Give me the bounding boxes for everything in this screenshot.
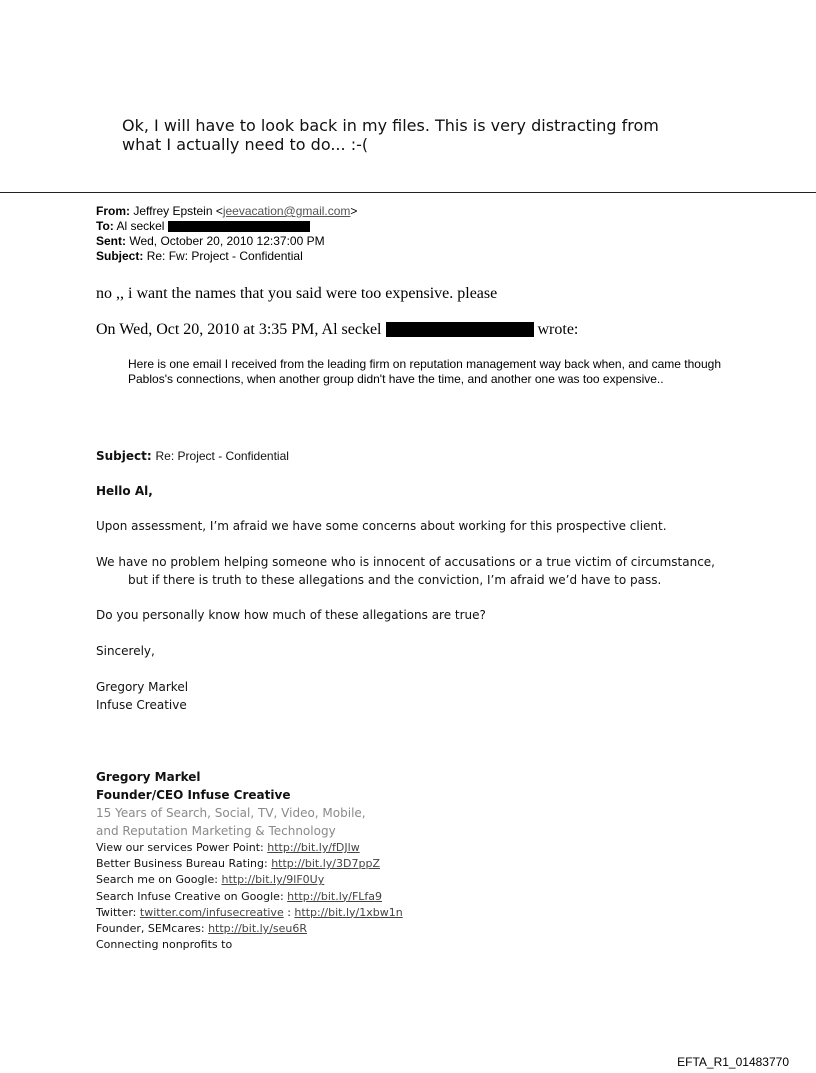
sig-name-text: Gregory Markel xyxy=(96,770,201,784)
sent-value: Wed, October 20, 2010 12:37:00 PM xyxy=(129,234,325,248)
subject-value: Re: Fw: Project - Confidential xyxy=(146,249,303,263)
top-reply-text xyxy=(122,116,659,154)
sent-label: Sent: xyxy=(96,234,126,248)
sig-link[interactable]: http://bit.ly/fDJlw xyxy=(267,841,360,854)
quoted-text: Here is one email I received from the leading firm on reputation management way back when, and came though Pablos's connections, when another group didn't have the time, and another one was too expensive.. xyxy=(128,357,721,386)
document-id: EFTA_R1_01483770 xyxy=(677,1055,789,1069)
sig-link-line xyxy=(96,905,403,921)
from-email-link[interactable]: jeevacation@gmail.com xyxy=(222,204,351,218)
sig-link-separator: : xyxy=(283,905,295,919)
sig-title-text: Founder/CEO Infuse Creative xyxy=(96,788,291,802)
sig-link-label: View our services Power Point: xyxy=(96,841,268,854)
sig-link-line xyxy=(96,872,324,888)
para-2-line-2: but if there is truth to these allegations and the conviction, I’m afraid we’d have to pass. xyxy=(128,573,662,587)
sig-title xyxy=(96,787,290,803)
sig-tagline-2: and Reputation Marketing & Technology xyxy=(96,824,336,838)
reply-body: no ,, i want the names that you said were too expensive. please xyxy=(96,285,498,302)
para-2-line-1: We have no problem helping someone who is innocent of accusations or a true victim of circumstance, xyxy=(96,555,715,569)
sender-name: Gregory Markel xyxy=(96,680,189,694)
greeting xyxy=(96,483,153,499)
para-1: Upon assessment, I’m afraid we have some concerns about working for this prospective client. xyxy=(96,519,667,533)
sig-link-label: Search me on Google: xyxy=(96,873,222,887)
sent-line xyxy=(96,234,325,249)
divider-line xyxy=(0,192,816,193)
from-line xyxy=(96,204,357,219)
quote-intro-before: On Wed, Oct 20, 2010 at 3:35 PM, Al seckel xyxy=(96,321,382,338)
sig-link[interactable]: http://bit.ly/FLfa9 xyxy=(287,889,383,903)
redaction-box xyxy=(386,322,534,337)
sig-name xyxy=(96,769,201,785)
closing: Sincerely, xyxy=(96,644,155,658)
subject-label: Subject: xyxy=(96,249,144,263)
sig-link-label: Search Infuse Creative on Google: xyxy=(96,889,288,903)
sig-link[interactable]: twitter.com/infusecreative xyxy=(139,905,284,919)
to-label: To: xyxy=(96,219,114,233)
to-line xyxy=(96,219,310,234)
fwd-subject-label: Subject: xyxy=(96,449,152,463)
sig-link-label: Twitter: xyxy=(96,905,140,919)
redaction-box xyxy=(168,221,310,232)
sig-link-label: Founder, SEMcares: xyxy=(96,922,209,935)
sig-last-line: Connecting nonprofits to xyxy=(96,938,233,951)
sig-link-secondary[interactable]: http://bit.ly/1xbw1n xyxy=(294,905,403,919)
fwd-subject-line xyxy=(96,448,289,464)
sig-tagline-1: 15 Years of Search, Social, TV, Video, Mobile, xyxy=(96,806,366,820)
sig-link-line xyxy=(96,921,307,937)
from-label: From: xyxy=(96,204,130,218)
top-reply-line-2: what I actually need to do... :-( xyxy=(122,135,369,154)
sig-link[interactable]: http://bit.ly/seu6R xyxy=(208,922,308,935)
to-value: Al seckel xyxy=(116,219,165,233)
greeting-text: Hello Al, xyxy=(96,484,153,498)
sig-link-line xyxy=(96,856,380,872)
from-name: Jeffrey Epstein < xyxy=(133,204,223,218)
sig-link-line xyxy=(96,840,360,856)
quote-intro-after: wrote: xyxy=(537,321,579,338)
from-close: > xyxy=(350,204,358,218)
sig-link-label: Better Business Bureau Rating: xyxy=(96,857,272,871)
sig-link[interactable]: http://bit.ly/9lF0Uy xyxy=(221,873,325,887)
fwd-subject-value: Re: Project - Confidential xyxy=(155,449,289,463)
top-reply-line-1: Ok, I will have to look back in my files. This is very distracting from xyxy=(122,116,659,135)
sig-link[interactable]: http://bit.ly/3D7ppZ xyxy=(271,857,380,871)
para-3: Do you personally know how much of these allegations are true? xyxy=(96,608,486,622)
subject-line xyxy=(96,249,303,264)
sig-link-line xyxy=(96,889,382,905)
sender-company: Infuse Creative xyxy=(96,698,187,712)
quote-intro xyxy=(96,321,578,339)
